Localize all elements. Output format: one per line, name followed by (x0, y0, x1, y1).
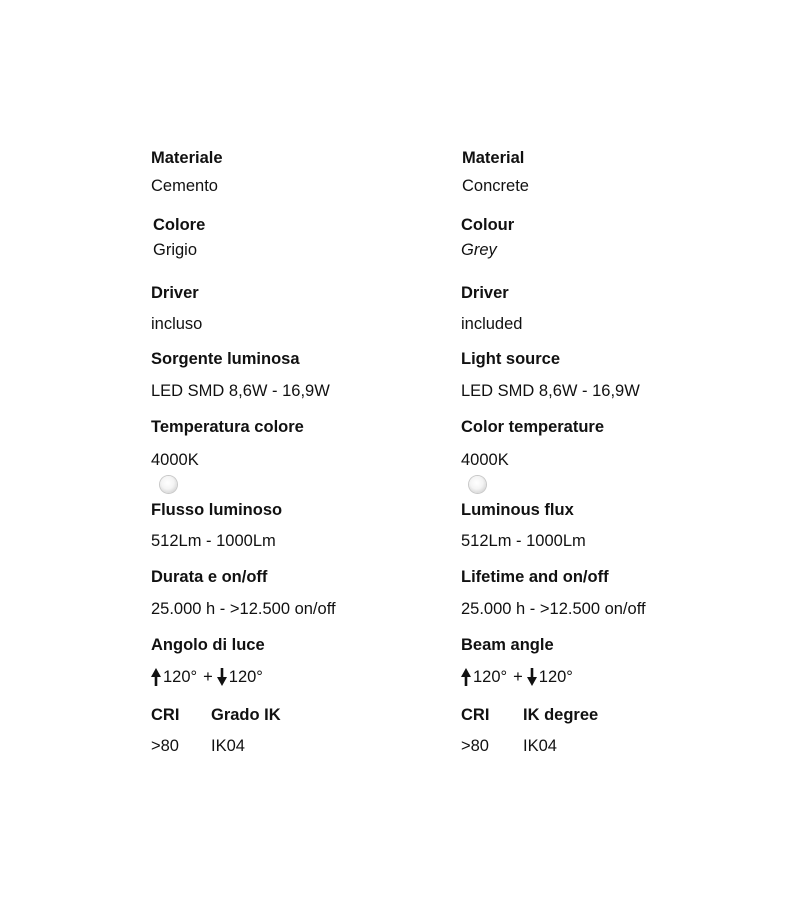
beam-up-angle: 120° (163, 668, 198, 686)
cri-value: >80 (151, 737, 179, 755)
luminous-flux-value: 512Lm - 1000Lm (151, 532, 276, 550)
colour-value: Grigio (153, 241, 198, 259)
lifetime-label: Durata e on/off (151, 568, 268, 586)
light-source-label: Light source (461, 350, 561, 368)
light-source-label: Sorgente luminosa (151, 350, 300, 368)
beam-angle-value (461, 667, 573, 687)
cri-label: CRI (461, 706, 490, 724)
colour-label: Colour (461, 216, 515, 234)
material-value: Cemento (151, 177, 218, 195)
beam-plus-sign: + (203, 668, 213, 686)
color-temperature-label: Temperatura colore (151, 418, 304, 436)
color-temperature-value: 4000K (151, 451, 199, 469)
spec-column-english (461, 0, 761, 903)
arrow-down-icon (527, 668, 537, 686)
cri-label: CRI (151, 706, 180, 724)
material-label: Material (462, 149, 525, 167)
color-temperature-label: Color temperature (461, 418, 605, 436)
lifetime-value: 25.000 h - >12.500 on/off (151, 600, 336, 618)
light-source-value: LED SMD 8,6W - 16,9W (461, 382, 640, 400)
luminous-flux-value: 512Lm - 1000Lm (461, 532, 586, 550)
luminous-flux-label: Flusso luminoso (151, 501, 283, 519)
light-source-value: LED SMD 8,6W - 16,9W (151, 382, 330, 400)
ik-rating-value: IK04 (211, 737, 245, 755)
neutral-white-light-swatch-icon (160, 476, 177, 493)
arrow-down-icon (217, 668, 227, 686)
beam-up-angle: 120° (473, 668, 508, 686)
spec-column-italian (151, 0, 451, 903)
material-label: Materiale (151, 149, 223, 167)
neutral-white-light-swatch-icon (469, 476, 486, 493)
color-temperature-value: 4000K (461, 451, 509, 469)
lifetime-value: 25.000 h - >12.500 on/off (461, 600, 646, 618)
arrow-up-icon (461, 668, 471, 686)
driver-label: Driver (151, 284, 199, 302)
material-value: Concrete (462, 177, 529, 195)
ik-rating-label: Grado IK (211, 706, 281, 724)
beam-down-angle: 120° (538, 668, 573, 686)
driver-value: incluso (151, 315, 203, 333)
lifetime-label: Lifetime and on/off (461, 568, 609, 586)
driver-label: Driver (461, 284, 509, 302)
cri-value: >80 (461, 737, 489, 755)
luminous-flux-label: Luminous flux (461, 501, 574, 519)
beam-plus-sign: + (513, 668, 523, 686)
arrow-up-icon (151, 668, 161, 686)
colour-value: Grey (461, 241, 497, 259)
beam-angle-label: Beam angle (461, 636, 554, 654)
driver-value: included (461, 315, 523, 333)
beam-down-angle: 120° (228, 668, 263, 686)
beam-angle-value (151, 667, 263, 687)
ik-rating-value: IK04 (523, 737, 557, 755)
beam-angle-label: Angolo di luce (151, 636, 265, 654)
colour-label: Colore (153, 216, 206, 234)
ik-rating-label: IK degree (523, 706, 599, 724)
